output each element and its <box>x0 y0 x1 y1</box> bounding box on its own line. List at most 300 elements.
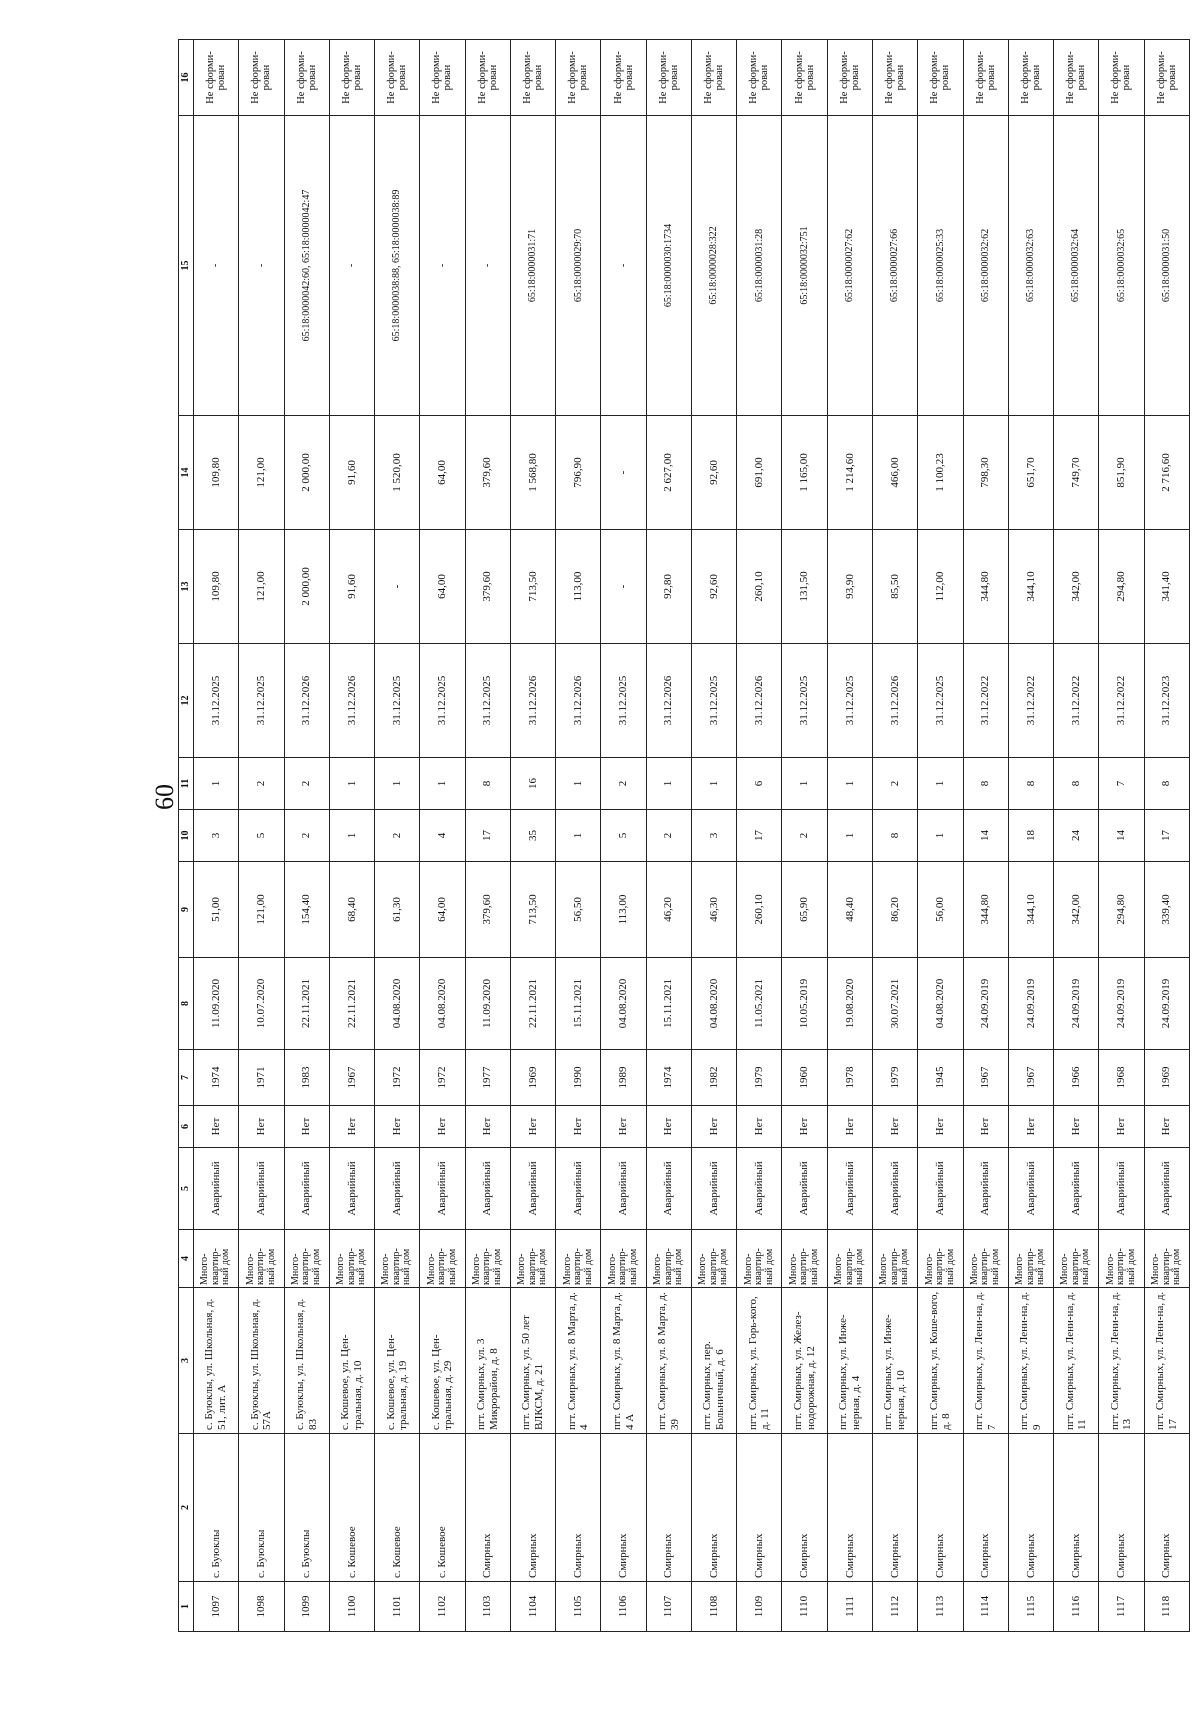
building-type-cell: Много-квартир-ный дом <box>737 1230 782 1288</box>
table-row <box>1008 40 1053 1632</box>
land-status-cell: Не сформи-рован <box>510 40 555 116</box>
land-status-cell: Не сформи-рован <box>1144 40 1189 116</box>
settlement-cell: Смирных <box>691 1434 736 1582</box>
units-cell: 2 <box>284 758 329 810</box>
area-cell: 61,30 <box>375 862 420 958</box>
status-cell: Аварийный <box>737 1148 782 1230</box>
status-cell: Аварийный <box>782 1148 827 1230</box>
total-area-cell: 2 000,00 <box>284 530 329 644</box>
residents-cell: 17 <box>737 810 782 862</box>
land-area-cell: 1 100,23 <box>918 416 963 530</box>
total-area-cell: - <box>601 530 646 644</box>
column-header-11: 11 <box>179 758 194 810</box>
deadline-cell: 31.12.2026 <box>737 644 782 758</box>
row-number-cell: 1114 <box>963 1582 1008 1632</box>
table-row <box>1099 40 1144 1632</box>
column-header-7: 7 <box>179 1050 194 1106</box>
flag-cell: Нет <box>918 1106 963 1148</box>
building-type-cell: Много-квартир-ный дом <box>329 1230 374 1288</box>
row-number-cell: 1102 <box>420 1582 465 1632</box>
table-row <box>737 40 782 1632</box>
address-cell: пгт. Смирных, ул. Коше-вого, д. 8 <box>918 1288 963 1434</box>
flag-cell: Нет <box>239 1106 284 1148</box>
land-area-cell: 691,00 <box>737 416 782 530</box>
address-cell: с. Буюклы, ул. Школьная, д. 51, лит. А <box>194 1288 239 1434</box>
building-type-cell: Много-квартир-ный дом <box>782 1230 827 1288</box>
total-area-cell: 113,00 <box>556 530 601 644</box>
deadline-cell: 31.12.2025 <box>691 644 736 758</box>
building-type-cell: Много-квартир-ный дом <box>556 1230 601 1288</box>
area-cell: 113,00 <box>601 862 646 958</box>
residents-cell: 35 <box>510 810 555 862</box>
year-built-cell: 1972 <box>420 1050 465 1106</box>
area-cell: 86,20 <box>872 862 917 958</box>
land-status-cell: Не сформи-рован <box>375 40 420 116</box>
flag-cell: Нет <box>782 1106 827 1148</box>
flag-cell: Нет <box>963 1106 1008 1148</box>
status-cell: Аварийный <box>420 1148 465 1230</box>
land-area-cell: 64,00 <box>420 416 465 530</box>
status-cell: Аварийный <box>1144 1148 1189 1230</box>
flag-cell: Нет <box>601 1106 646 1148</box>
area-cell: 342,00 <box>1054 862 1099 958</box>
settlement-cell: Смирных <box>872 1434 917 1582</box>
recognition-date-cell: 22.11.2021 <box>284 958 329 1050</box>
area-cell: 344,80 <box>963 862 1008 958</box>
units-cell: 8 <box>1144 758 1189 810</box>
recognition-date-cell: 04.08.2020 <box>375 958 420 1050</box>
units-cell: 2 <box>601 758 646 810</box>
cadastral-number-cell: - <box>329 116 374 416</box>
column-header-15: 15 <box>179 116 194 416</box>
total-area-cell: 341,40 <box>1144 530 1189 644</box>
residents-cell: 14 <box>963 810 1008 862</box>
cadastral-number-cell: 65:18:0000031:71 <box>510 116 555 416</box>
row-number-cell: 1098 <box>239 1582 284 1632</box>
settlement-cell: Смирных <box>963 1434 1008 1582</box>
recognition-date-cell: 24.09.2019 <box>963 958 1008 1050</box>
total-area-cell: 93,90 <box>827 530 872 644</box>
status-cell: Аварийный <box>465 1148 510 1230</box>
deadline-cell: 31.12.2026 <box>329 644 374 758</box>
units-cell: 1 <box>691 758 736 810</box>
year-built-cell: 1967 <box>963 1050 1008 1106</box>
building-type-cell: Много-квартир-ный дом <box>601 1230 646 1288</box>
residents-cell: 1 <box>329 810 374 862</box>
land-area-cell: 1 165,00 <box>782 416 827 530</box>
residents-cell: 24 <box>1054 810 1099 862</box>
building-type-cell: Много-квартир-ный дом <box>1054 1230 1099 1288</box>
land-area-cell: - <box>601 416 646 530</box>
settlement-cell: Смирных <box>827 1434 872 1582</box>
building-type-cell: Много-квартир-ный дом <box>1008 1230 1053 1288</box>
building-type-cell: Много-квартир-ный дом <box>1099 1230 1144 1288</box>
residents-cell: 17 <box>465 810 510 862</box>
table-row <box>1054 40 1099 1632</box>
address-cell: пгт. Смирных, ул. Лени-на, д. 9 <box>1008 1288 1053 1434</box>
status-cell: Аварийный <box>239 1148 284 1230</box>
year-built-cell: 1989 <box>601 1050 646 1106</box>
recognition-date-cell: 24.09.2019 <box>1008 958 1053 1050</box>
cadastral-number-cell: 65:18:0000025:33 <box>918 116 963 416</box>
table-row <box>963 40 1008 1632</box>
address-cell: пгт. Смирных, ул. Инже-нерная, д. 10 <box>872 1288 917 1434</box>
deadline-cell: 31.12.2026 <box>284 644 329 758</box>
total-area-cell: 260,10 <box>737 530 782 644</box>
flag-cell: Нет <box>329 1106 374 1148</box>
building-type-cell: Много-квартир-ный дом <box>872 1230 917 1288</box>
land-status-cell: Не сформи-рован <box>601 40 646 116</box>
settlement-cell: Смирных <box>1144 1434 1189 1582</box>
recognition-date-cell: 19.08.2020 <box>827 958 872 1050</box>
row-number-cell: 1099 <box>284 1582 329 1632</box>
flag-cell: Нет <box>1054 1106 1099 1148</box>
units-cell: 2 <box>239 758 284 810</box>
recognition-date-cell: 11.09.2020 <box>465 958 510 1050</box>
table-row <box>510 40 555 1632</box>
row-number-cell: 1115 <box>1008 1582 1053 1632</box>
deadline-cell: 31.12.2025 <box>194 644 239 758</box>
land-status-cell: Не сформи-рован <box>918 40 963 116</box>
column-header-14: 14 <box>179 416 194 530</box>
cadastral-number-cell: 65:18:0000029:70 <box>556 116 601 416</box>
year-built-cell: 1983 <box>284 1050 329 1106</box>
land-area-cell: 1 214,60 <box>827 416 872 530</box>
total-area-cell: 92,60 <box>691 530 736 644</box>
year-built-cell: 1979 <box>872 1050 917 1106</box>
residents-cell: 3 <box>194 810 239 862</box>
residents-cell: 1 <box>556 810 601 862</box>
deadline-cell: 31.12.2022 <box>1099 644 1144 758</box>
land-area-cell: 466,00 <box>872 416 917 530</box>
total-area-cell: 85,50 <box>872 530 917 644</box>
status-cell: Аварийный <box>918 1148 963 1230</box>
row-number-cell: 1110 <box>782 1582 827 1632</box>
units-cell: 1 <box>918 758 963 810</box>
land-status-cell: Не сформи-рован <box>329 40 374 116</box>
building-type-cell: Много-квартир-ный дом <box>465 1230 510 1288</box>
residents-cell: 2 <box>646 810 691 862</box>
year-built-cell: 1972 <box>375 1050 420 1106</box>
cadastral-number-cell: 65:18:0000027:66 <box>872 116 917 416</box>
year-built-cell: 1968 <box>1099 1050 1144 1106</box>
residents-cell: 17 <box>1144 810 1189 862</box>
area-cell: 56,00 <box>918 862 963 958</box>
flag-cell: Нет <box>691 1106 736 1148</box>
row-number-cell: 1103 <box>465 1582 510 1632</box>
units-cell: 1 <box>194 758 239 810</box>
status-cell: Аварийный <box>329 1148 374 1230</box>
flag-cell: Нет <box>827 1106 872 1148</box>
cadastral-number-cell: - <box>239 116 284 416</box>
area-cell: 339,40 <box>1144 862 1189 958</box>
residents-cell: 1 <box>827 810 872 862</box>
units-cell: 1 <box>329 758 374 810</box>
recognition-date-cell: 04.08.2020 <box>918 958 963 1050</box>
deadline-cell: 31.12.2023 <box>1144 644 1189 758</box>
flag-cell: Нет <box>556 1106 601 1148</box>
cadastral-number-cell: 65:18:0000027:62 <box>827 116 872 416</box>
cadastral-number-cell: 65:18:0000030:1734 <box>646 116 691 416</box>
address-cell: пгт. Смирных, ул. 8 Марта, д. 4 А <box>601 1288 646 1434</box>
area-cell: 68,40 <box>329 862 374 958</box>
total-area-cell: 344,10 <box>1008 530 1053 644</box>
address-cell: пгт. Смирных, ул. Лени-на, д. 13 <box>1099 1288 1144 1434</box>
row-number-cell: 1107 <box>646 1582 691 1632</box>
settlement-cell: с. Кошевое <box>420 1434 465 1582</box>
cadastral-number-cell: 65:18:0000032:62 <box>963 116 1008 416</box>
recognition-date-cell: 30.07.2021 <box>872 958 917 1050</box>
settlement-cell: с. Буюклы <box>239 1434 284 1582</box>
settlement-cell: Смирных <box>737 1434 782 1582</box>
status-cell: Аварийный <box>827 1148 872 1230</box>
column-header-2: 2 <box>179 1434 194 1582</box>
settlement-cell: Смирных <box>646 1434 691 1582</box>
year-built-cell: 1966 <box>1054 1050 1099 1106</box>
area-cell: 121,00 <box>239 862 284 958</box>
land-status-cell: Не сформи-рован <box>284 40 329 116</box>
address-cell: пгт. Смирных, ул. Лени-на, д. 17 <box>1144 1288 1189 1434</box>
table-row <box>420 40 465 1632</box>
recognition-date-cell: 11.05.2021 <box>737 958 782 1050</box>
table-row <box>646 40 691 1632</box>
column-header-5: 5 <box>179 1148 194 1230</box>
land-status-cell: Не сформи-рован <box>1099 40 1144 116</box>
flag-cell: Нет <box>1099 1106 1144 1148</box>
address-cell: пгт. Смирных, ул. Лени-на, д. 7 <box>963 1288 1008 1434</box>
settlement-cell: Смирных <box>918 1434 963 1582</box>
total-area-cell: 379,60 <box>465 530 510 644</box>
residents-cell: 3 <box>691 810 736 862</box>
total-area-cell: 92,80 <box>646 530 691 644</box>
building-type-cell: Много-квартир-ный дом <box>963 1230 1008 1288</box>
table-row <box>556 40 601 1632</box>
table-row <box>827 40 872 1632</box>
recognition-date-cell: 10.05.2019 <box>782 958 827 1050</box>
total-area-cell: 109,80 <box>194 530 239 644</box>
cadastral-number-cell: 65:18:0000032:65 <box>1099 116 1144 416</box>
row-number-cell: 1104 <box>510 1582 555 1632</box>
building-type-cell: Много-квартир-ный дом <box>1144 1230 1189 1288</box>
units-cell: 2 <box>872 758 917 810</box>
cadastral-number-cell: 65:18:0000031:28 <box>737 116 782 416</box>
row-number-cell: 1100 <box>329 1582 374 1632</box>
year-built-cell: 1977 <box>465 1050 510 1106</box>
units-cell: 8 <box>1054 758 1099 810</box>
flag-cell: Нет <box>1008 1106 1053 1148</box>
land-area-cell: 749,70 <box>1054 416 1099 530</box>
deadline-cell: 31.12.2022 <box>1054 644 1099 758</box>
land-area-cell: 2 716,60 <box>1144 416 1189 530</box>
column-header-9: 9 <box>179 862 194 958</box>
land-status-cell: Не сформи-рован <box>827 40 872 116</box>
units-cell: 8 <box>1008 758 1053 810</box>
year-built-cell: 1978 <box>827 1050 872 1106</box>
units-cell: 1 <box>646 758 691 810</box>
table-row <box>872 40 917 1632</box>
flag-cell: Нет <box>465 1106 510 1148</box>
area-cell: 51,00 <box>194 862 239 958</box>
table-body <box>194 40 1190 1632</box>
land-status-cell: Не сформи-рован <box>420 40 465 116</box>
column-header-3: 3 <box>179 1288 194 1434</box>
land-status-cell: Не сформи-рован <box>872 40 917 116</box>
year-built-cell: 1979 <box>737 1050 782 1106</box>
area-cell: 713,50 <box>510 862 555 958</box>
address-cell: с. Буюклы, ул. Школьная, д. 83 <box>284 1288 329 1434</box>
flag-cell: Нет <box>284 1106 329 1148</box>
land-status-cell: Не сформи-рован <box>691 40 736 116</box>
units-cell: 1 <box>375 758 420 810</box>
area-cell: 46,20 <box>646 862 691 958</box>
row-number-cell: 1116 <box>1054 1582 1099 1632</box>
recognition-date-cell: 11.09.2020 <box>194 958 239 1050</box>
cadastral-number-cell: - <box>601 116 646 416</box>
deadline-cell: 31.12.2026 <box>872 644 917 758</box>
deadline-cell: 31.12.2022 <box>963 644 1008 758</box>
cadastral-number-cell: 65:18:0000032:64 <box>1054 116 1099 416</box>
cadastral-number-cell: 65:18:0000042:60, 65:18:0000042:47 <box>284 116 329 416</box>
status-cell: Аварийный <box>601 1148 646 1230</box>
address-cell: с. Кошевое, ул. Цен-тральная, д. 29 <box>420 1288 465 1434</box>
cadastral-number-cell: 65:18:0000038:88, 65:18:0000038:89 <box>375 116 420 416</box>
year-built-cell: 1969 <box>1144 1050 1189 1106</box>
row-number-cell: 1118 <box>1144 1582 1189 1632</box>
column-header-12: 12 <box>179 644 194 758</box>
deadline-cell: 31.12.2025 <box>375 644 420 758</box>
table-row <box>239 40 284 1632</box>
total-area-cell: 121,00 <box>239 530 284 644</box>
column-header-13: 13 <box>179 530 194 644</box>
status-cell: Аварийный <box>284 1148 329 1230</box>
year-built-cell: 1969 <box>510 1050 555 1106</box>
area-cell: 154,40 <box>284 862 329 958</box>
residents-cell: 2 <box>375 810 420 862</box>
land-status-cell: Не сформи-рован <box>963 40 1008 116</box>
flag-cell: Нет <box>194 1106 239 1148</box>
cadastral-number-cell: 65:18:0000032:63 <box>1008 116 1053 416</box>
year-built-cell: 1960 <box>782 1050 827 1106</box>
deadline-cell: 31.12.2025 <box>420 644 465 758</box>
row-number-cell: 1108 <box>691 1582 736 1632</box>
land-area-cell: 1 568,80 <box>510 416 555 530</box>
area-cell: 65,90 <box>782 862 827 958</box>
land-status-cell: Не сформи-рован <box>737 40 782 116</box>
land-area-cell: 379,60 <box>465 416 510 530</box>
column-header-16: 16 <box>179 40 194 116</box>
deadline-cell: 31.12.2025 <box>827 644 872 758</box>
total-area-cell: 294,80 <box>1099 530 1144 644</box>
recognition-date-cell: 24.09.2019 <box>1099 958 1144 1050</box>
table-row <box>194 40 239 1632</box>
header-row <box>179 40 194 1632</box>
year-built-cell: 1982 <box>691 1050 736 1106</box>
flag-cell: Нет <box>872 1106 917 1148</box>
year-built-cell: 1967 <box>329 1050 374 1106</box>
deadline-cell: 31.12.2025 <box>918 644 963 758</box>
settlement-cell: Смирных <box>601 1434 646 1582</box>
land-area-cell: 1 520,00 <box>375 416 420 530</box>
deadline-cell: 31.12.2025 <box>782 644 827 758</box>
flag-cell: Нет <box>737 1106 782 1148</box>
area-cell: 46,30 <box>691 862 736 958</box>
address-cell: с. Кошевое, ул. Цен-тральная, д. 10 <box>329 1288 374 1434</box>
status-cell: Аварийный <box>1054 1148 1099 1230</box>
units-cell: 7 <box>1099 758 1144 810</box>
flag-cell: Нет <box>1144 1106 1189 1148</box>
total-area-cell: 131,50 <box>782 530 827 644</box>
status-cell: Аварийный <box>1008 1148 1053 1230</box>
status-cell: Аварийный <box>1099 1148 1144 1230</box>
column-header-8: 8 <box>179 958 194 1050</box>
deadline-cell: 31.12.2025 <box>465 644 510 758</box>
row-number-cell: 1106 <box>601 1582 646 1632</box>
area-cell: 64,00 <box>420 862 465 958</box>
settlement-cell: Смирных <box>782 1434 827 1582</box>
flag-cell: Нет <box>420 1106 465 1148</box>
residents-cell: 5 <box>601 810 646 862</box>
units-cell: 1 <box>420 758 465 810</box>
total-area-cell: 713,50 <box>510 530 555 644</box>
building-type-cell: Много-квартир-ный дом <box>194 1230 239 1288</box>
year-built-cell: 1971 <box>239 1050 284 1106</box>
land-area-cell: 796,90 <box>556 416 601 530</box>
residents-cell: 2 <box>782 810 827 862</box>
settlement-cell: Смирных <box>1054 1434 1099 1582</box>
row-number-cell: 1105 <box>556 1582 601 1632</box>
building-type-cell: Много-квартир-ный дом <box>510 1230 555 1288</box>
building-type-cell: Много-квартир-ный дом <box>691 1230 736 1288</box>
area-cell: 260,10 <box>737 862 782 958</box>
recognition-date-cell: 15.11.2021 <box>556 958 601 1050</box>
deadline-cell: 31.12.2026 <box>646 644 691 758</box>
year-built-cell: 1945 <box>918 1050 963 1106</box>
land-status-cell: Не сформи-рован <box>646 40 691 116</box>
land-status-cell: Не сформи-рован <box>465 40 510 116</box>
table-row <box>782 40 827 1632</box>
units-cell: 8 <box>963 758 1008 810</box>
building-type-cell: Много-квартир-ный дом <box>646 1230 691 1288</box>
units-cell: 16 <box>510 758 555 810</box>
table-row <box>465 40 510 1632</box>
total-area-cell: 64,00 <box>420 530 465 644</box>
area-cell: 294,80 <box>1099 862 1144 958</box>
address-cell: пгт. Смирных, пер. Больничный, д. 6 <box>691 1288 736 1434</box>
address-cell: пгт. Смирных, ул. 3 Микрорайон, д. 8 <box>465 1288 510 1434</box>
deadline-cell: 31.12.2026 <box>556 644 601 758</box>
land-area-cell: 2 627,00 <box>646 416 691 530</box>
cadastral-number-cell: - <box>465 116 510 416</box>
status-cell: Аварийный <box>872 1148 917 1230</box>
recognition-date-cell: 22.11.2021 <box>329 958 374 1050</box>
status-cell: Аварийный <box>963 1148 1008 1230</box>
building-type-cell: Много-квартир-ный дом <box>375 1230 420 1288</box>
row-number-cell: 1109 <box>737 1582 782 1632</box>
status-cell: Аварийный <box>691 1148 736 1230</box>
building-type-cell: Много-квартир-ный дом <box>239 1230 284 1288</box>
recognition-date-cell: 10.07.2020 <box>239 958 284 1050</box>
column-header-4: 4 <box>179 1230 194 1288</box>
land-area-cell: 851,90 <box>1099 416 1144 530</box>
flag-cell: Нет <box>510 1106 555 1148</box>
land-area-cell: 92,60 <box>691 416 736 530</box>
settlement-cell: с. Буюклы <box>284 1434 329 1582</box>
address-cell: с. Буюклы, ул. Школьная, д. 57А <box>239 1288 284 1434</box>
address-cell: пгт. Смирных, ул. 50 лет ВЛКСМ, д. 21 <box>510 1288 555 1434</box>
settlement-cell: Смирных <box>465 1434 510 1582</box>
area-cell: 379,60 <box>465 862 510 958</box>
table-row <box>329 40 374 1632</box>
